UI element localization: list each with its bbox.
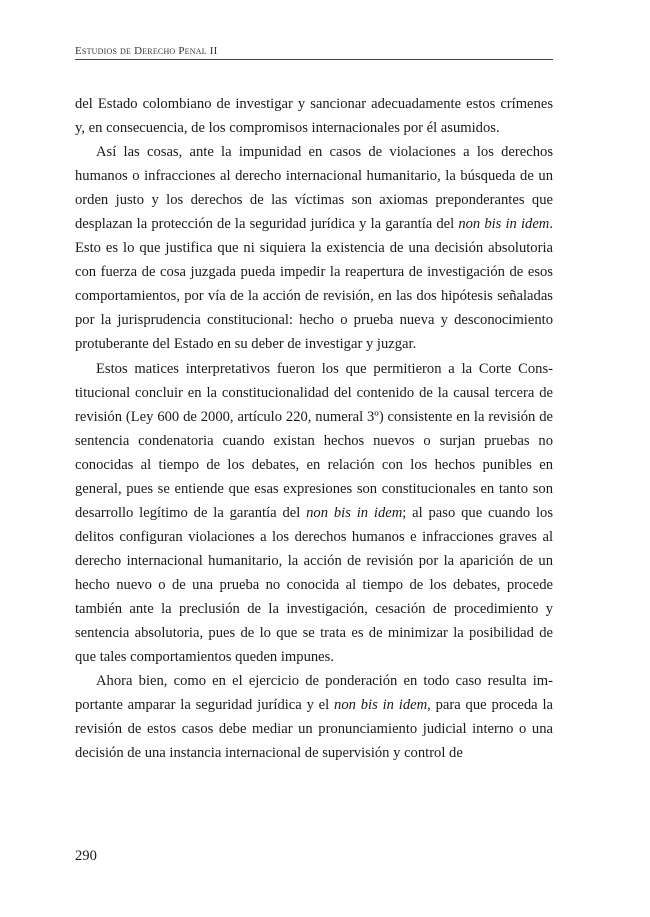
text-segment: . Esto es lo que justifica que ni siquiera la existencia de una decisión absolutoria con fuerza de cosa juzgada pueda impedir la reapertura de investigación de esos comportamientos, por vía de la acción de revisión, en las dos hipótesis señaladas por la jurisprudencia constitucional: hecho o prueba nueva y desconocimiento protuberante del Estado en su deber de investigar y juzgar. <box>75 216 553 353</box>
paragraph-3 <box>75 357 553 670</box>
latin-phrase: non bis in idem <box>306 504 403 521</box>
paragraph-2 <box>75 140 553 356</box>
body-text <box>75 92 553 765</box>
paragraph-1 <box>75 92 553 140</box>
text-segment: Estos matices interpretativos fueron los que permitieron a la Corte Constitucional concluir en la constitucionalidad del contenido de la causal tercera de revisión (Ley 600 de 2000, artículo 220, numeral 3º) consistente en la revisión de sentencia condenatoria cuando existan hechos nuevos o surjan pruebas no conocidas al tiempo de los debates, en relación con los hechos punibles en general, pues se entiende que esas expresiones son constitucionales en tanto son desarrollo legítimo de la garantía del <box>75 360 553 521</box>
text-segment: Ahora bien, como en el ejercicio de ponderación en todo caso resulta importante amparar la seguridad jurídica y el <box>75 673 553 714</box>
text-segment: del Estado colombiano de investigar y sancionar adecuadamente estos crímenes y, en consecuencia, de los compromisos internacionales por él asumidos. <box>75 96 553 137</box>
running-head: Estudios de Derecho Penal II <box>75 44 553 60</box>
text-segment: Así las cosas, ante la impunidad en casos de violaciones a los derechos humanos o infracciones al derecho internacional humanitario, la búsqueda de un orden justo y los derechos de las víctimas son axiomas preponderantes que desplazan la protección de la seguridad jurídica y la garantía del <box>75 144 553 233</box>
latin-phrase: non bis in idem <box>334 697 428 714</box>
text-segment: , para que proceda la revisión de estos casos debe mediar un pronunciamiento judicial interno o una decisión de una instancia internacional de supervisión y control de <box>75 697 553 762</box>
page-number: 290 <box>75 848 97 864</box>
text-segment: ; al paso que cuando los delitos configuran violaciones a los derechos humanos e infracciones graves al derecho internacional humanitario, la acción de revisión por la aparición de un hecho nuevo o de una prueba no conocida al tiempo de los debates, procede también ante la preclusión de la investigación, cesación de procedimiento y sentencia absolutoria, pues de lo que se trata es de minimizar la posibilidad de que tales comportamientos queden impunes. <box>75 504 554 666</box>
latin-phrase: non bis in idem <box>458 216 550 233</box>
paragraph-4 <box>75 669 553 765</box>
